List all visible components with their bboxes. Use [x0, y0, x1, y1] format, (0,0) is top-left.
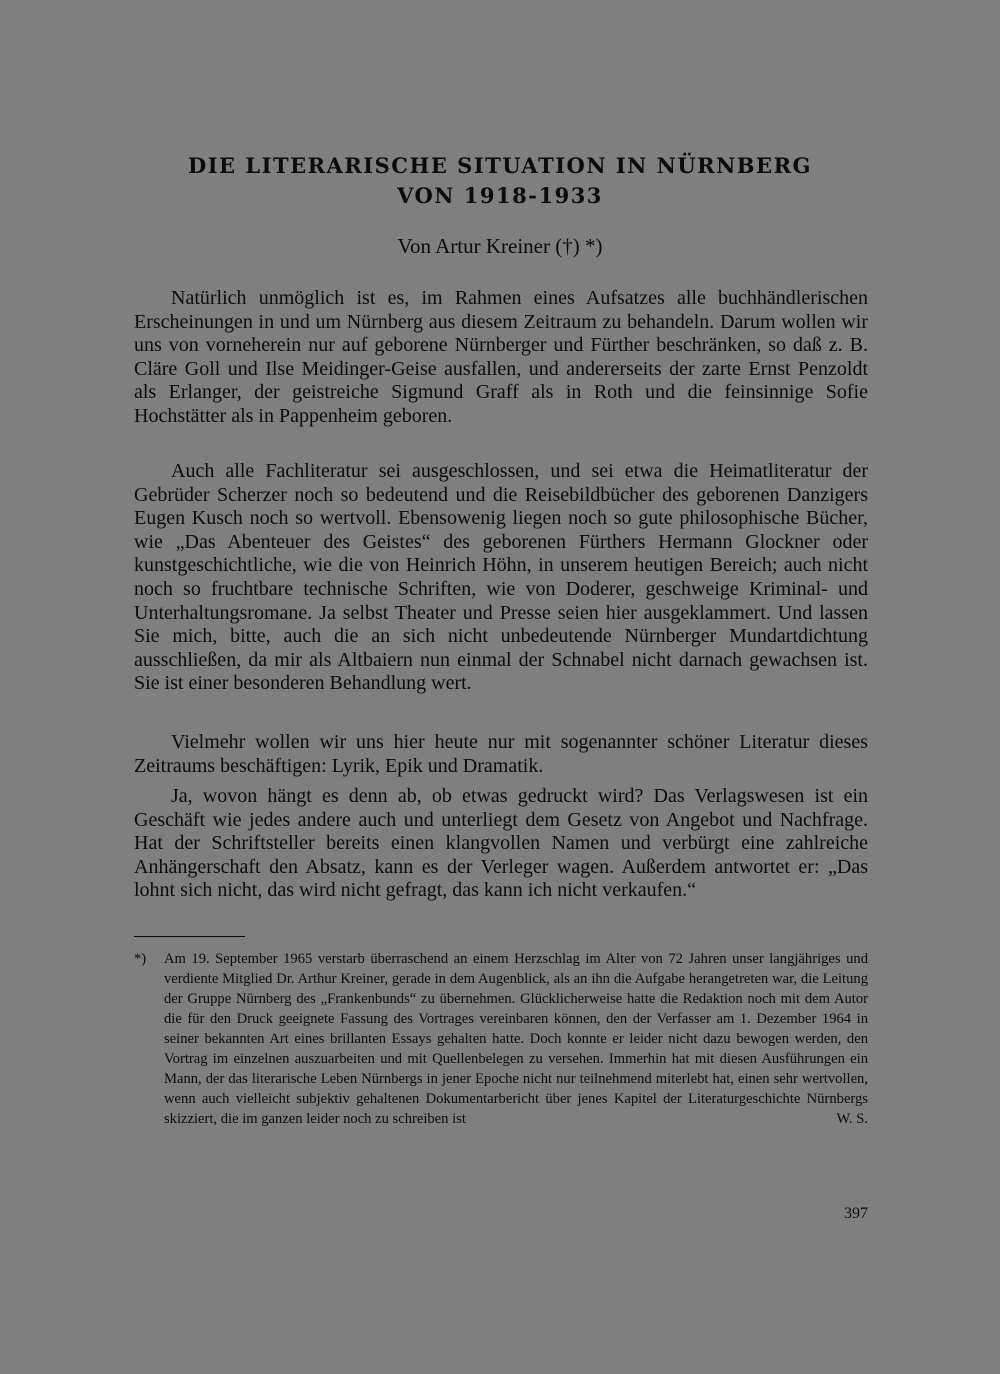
footnote-signature: W. S. — [836, 1111, 868, 1127]
article-body-2 — [134, 460, 868, 696]
footnote — [134, 949, 868, 1129]
paragraph-3: Vielmehr wollen wir uns hier heute nur mit sogenannter schöner Literatur dieses Zeitraums beschäftigen: Lyrik, Epik und Dramatik. — [134, 731, 868, 777]
article-title-line-1: DIE LITERARISCHE SITUATION IN NÜRNBERG — [188, 153, 812, 178]
author-byline: Von Artur Kreiner (†) *) — [397, 234, 603, 258]
article-title-line-2: VON 1918-1933 — [397, 183, 603, 208]
paragraph-4: Ja, wovon hängt es denn ab, ob etwas gedruckt wird? Das Verlagswesen ist ein Geschäft wie jedes andere auch und unterliegt dem Gesetz von Angebot und Nachfrage. Hat der Schriftsteller bereits einen klangvollen Namen und verbürgt eine zahlreiche Anhängerschaft den Absatz, kann es der Verleger wagen. Außerdem antwortet er: „Das lohnt sich nicht, das wird nicht gefragt, das kann ich nicht verkaufen.“ — [134, 785, 868, 902]
footnote-text: Am 19. September 1965 verstarb überraschend an einem Herzschlag im Alter von 72 Jahren unser langjähriges und verdiente Mitglied Dr. Arthur Kreiner, gerade in dem Augenblick, als an ihn die Aufgabe herangetreten war, die Leitung der Gruppe Nürnberg des „Frankenbunds“ zu übernehmen. Glücklicherweise hatte die Redaktion noch mit dem Autor die für den Druck geeignete Fassung des Vortrages vereinbaren können, den der Verfasser am 1. Dezember 1964 in seiner bekannten Art eines brillanten Essays gehalten hatte. Doch konnte er leider nicht dazu bewogen werden, den Vortrag im einzelnen auszuarbeiten und mit Quellenbelegen zu versehen. Immerhin hat mit diesen Ausführungen ein Mann, der das literarische Leben Nürnbergs in jener Epoche nicht nur teilnehmend miterlebt hat, einen sehr wertvollen, wenn auch vielleicht subjektiv gehaltenen Dokumentarbericht über jenes Kapitel der Literaturgeschichte Nürnbergs skizziert, die im ganzen leider noch zu schreiben ist — [164, 951, 868, 1127]
article-body-4 — [134, 785, 868, 903]
article-body — [134, 287, 868, 429]
footnote-body — [164, 949, 868, 1129]
footnote-divider — [134, 936, 245, 937]
paragraph-2: Auch alle Fachliteratur sei ausgeschlossen, und sei etwa die Heimatliteratur der Gebrüder Scherzer noch so bedeutend und die Reisebildbücher des geborenen Danzigers Eugen Kusch noch so wertvoll. Ebensowenig liegen noch so gute philosophische Bücher, wie „Das Abenteuer des Geistes“ des geborenen Fürthers Hermann Glockner oder kunstgeschichtliche, wie die von Heinrich Höhn, in unserem heutigen Bereich; auch nicht noch so fruchtbare technische Schriften, wie von Doderer, geschweige Kriminal- und Unterhaltungsromane. Ja selbst Theater und Presse seien hier ausgeklammert. Und lassen Sie mich, bitte, auch die an sich nicht unbedeutende Nürnberger Mundartdichtung ausschließen, da mir als Altbaiern nun einmal der Schnabel nicht darnach gewachsen ist. Sie ist einer besonderen Behandlung wert. — [134, 460, 868, 695]
article-body-3 — [134, 731, 868, 778]
footnote-marker: *) — [134, 951, 147, 967]
page-number: 397 — [844, 1205, 868, 1222]
paragraph-1: Natürlich unmöglich ist es, im Rahmen eines Aufsatzes alle buchhändlerischen Erscheinungen in und um Nürnberg aus diesem Zeitraum zu behandeln. Darum wollen wir uns von vorneherein nur auf geborene Nürnberger und Fürther beschränken, so daß z. B. Cläre Goll und Ilse Meidinger-Geise ausfallen, und andererseits der zarte Ernst Penzoldt als Erlanger, der geistreiche Sigmund Graff als in Roth und die feinsinnige Sofie Hochstätter als in Pappenheim geboren. — [134, 287, 868, 427]
